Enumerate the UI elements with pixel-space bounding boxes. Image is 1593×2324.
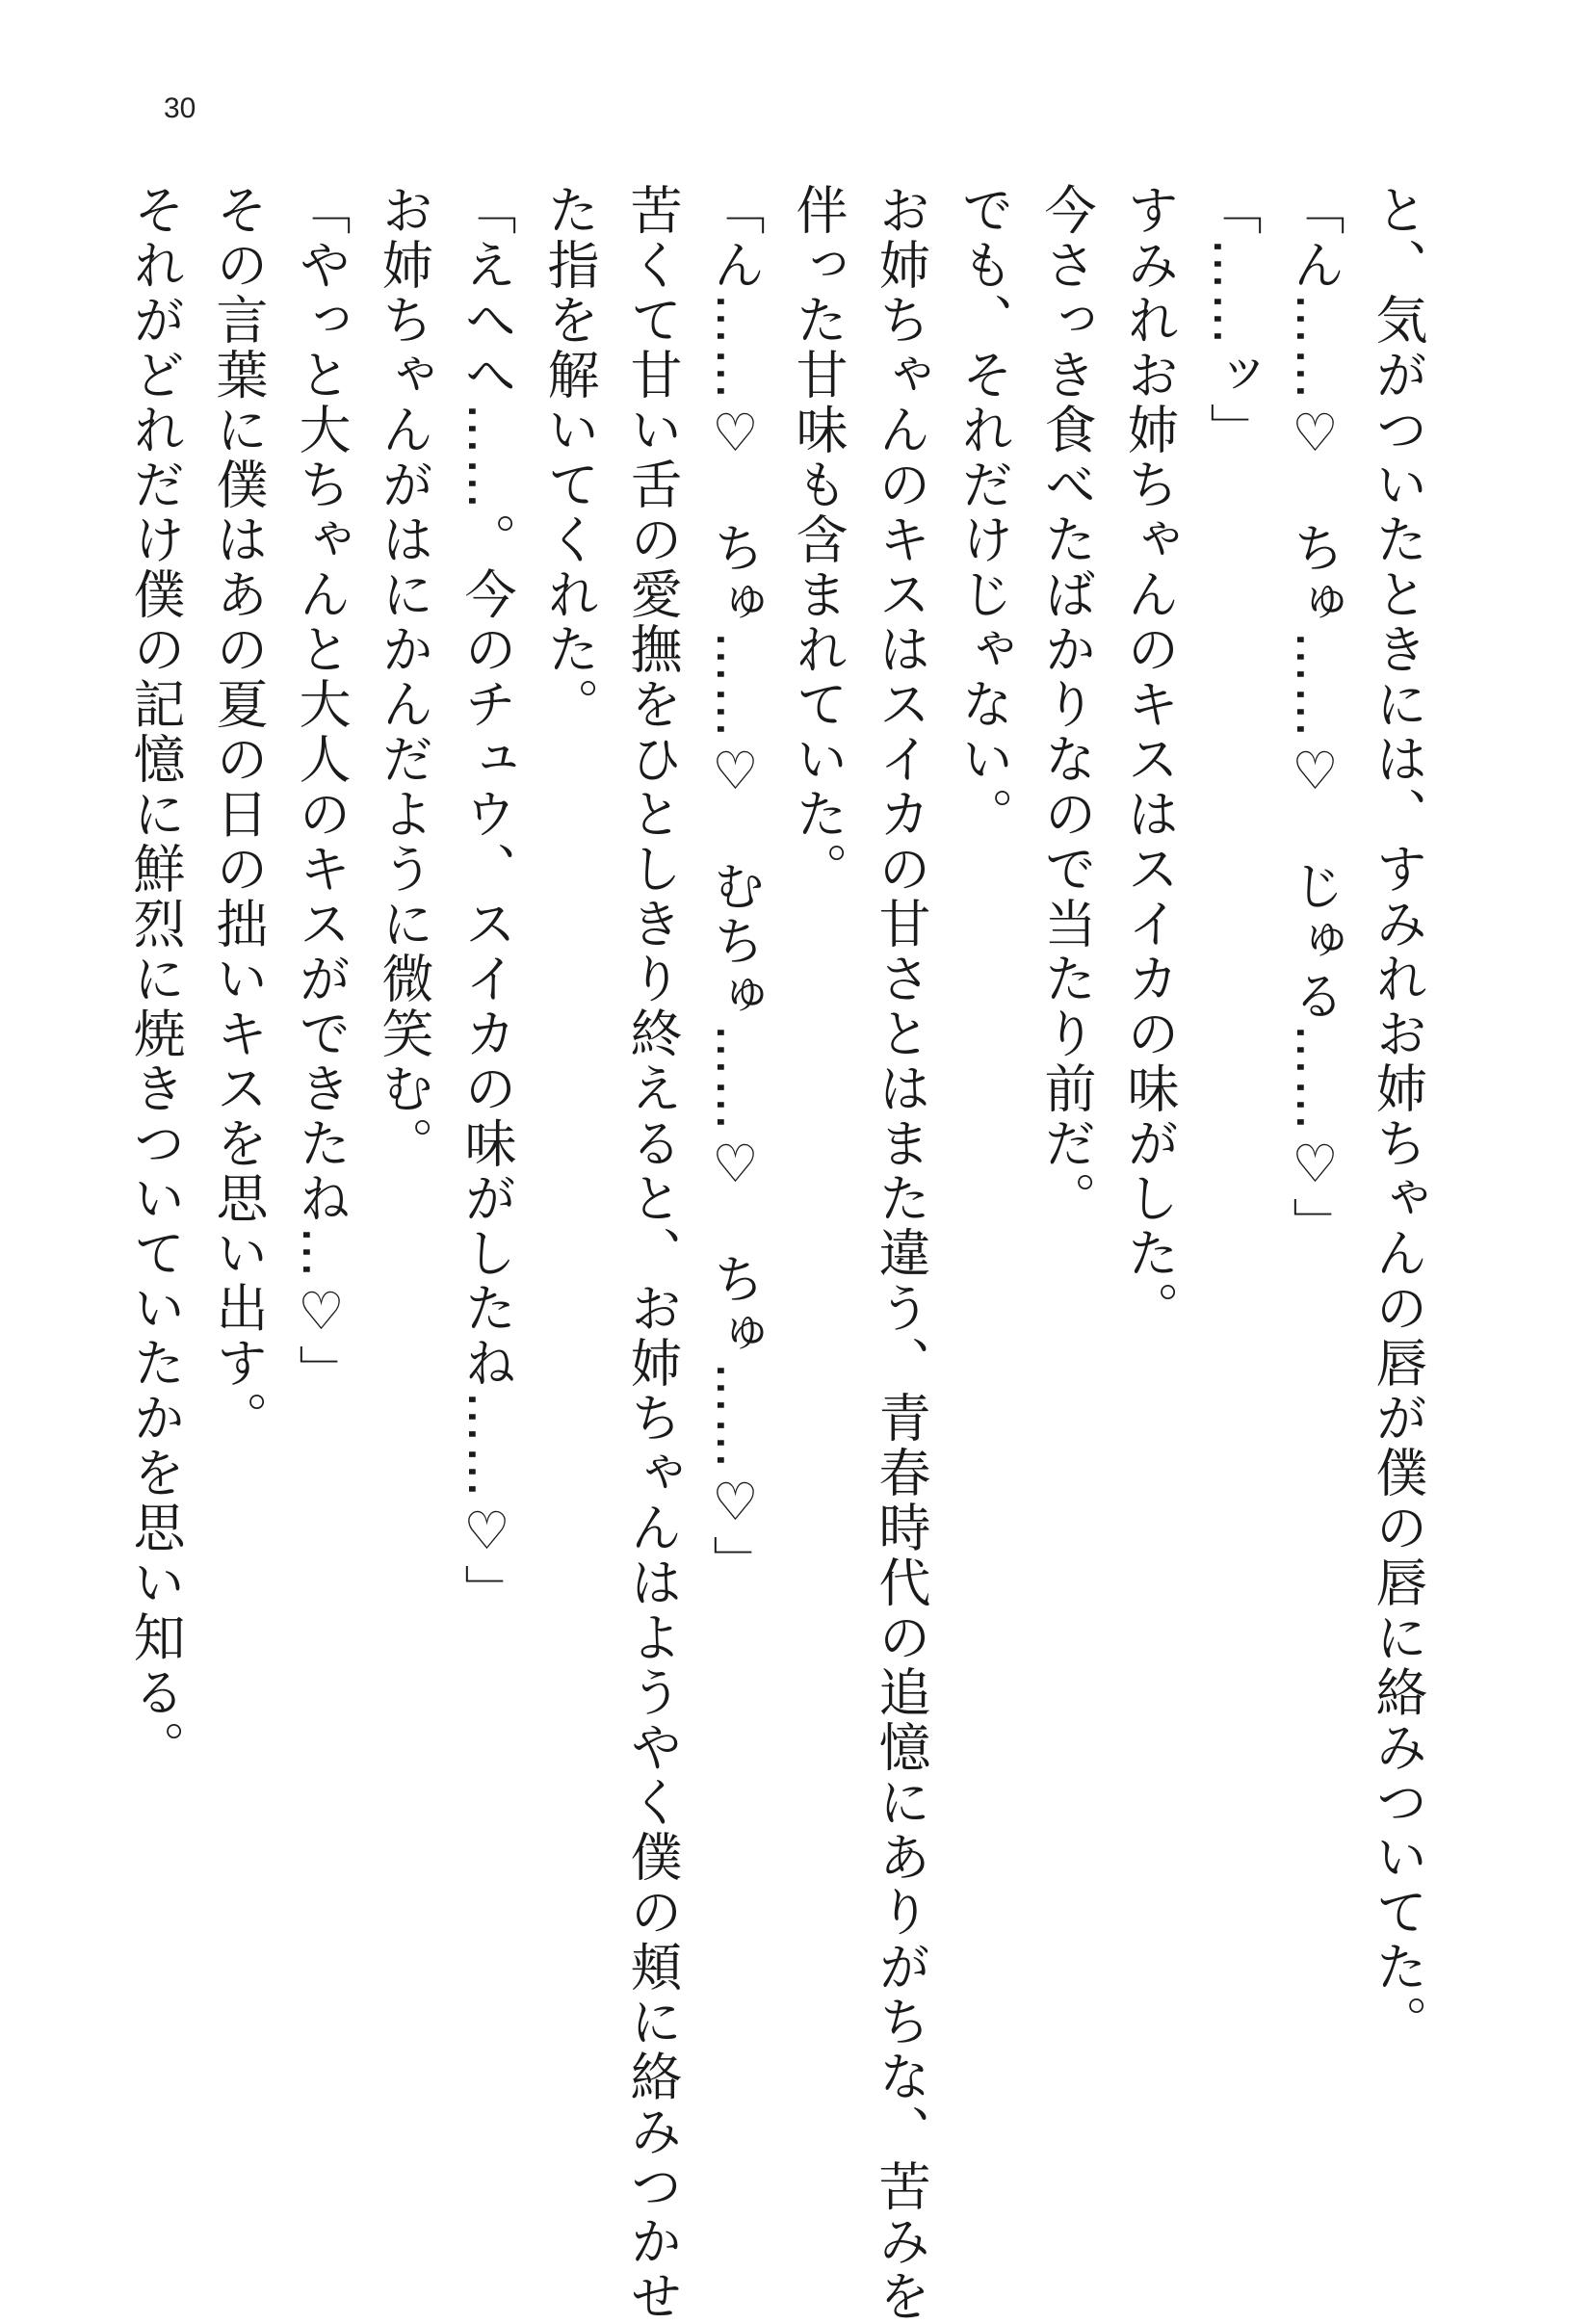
text-line-12: 「えへへ……。今のチュウ、スイカの味がしたね……♡」 (457, 183, 517, 1619)
text-line-5: 今さっき食べたばかりなので当たり前だ。 (1036, 183, 1097, 1226)
text-line-13: お姉ちゃんがはにかんだように微笑む。 (374, 183, 434, 1171)
text-line-1: と、気がついたときには、すみれお姉ちゃんの唇が僕の唇に絡みついてた。 (1368, 183, 1428, 2050)
text-line-15: その言葉に僕はあの夏の日の拙いキスを思い出す。 (208, 183, 269, 1446)
text-line-4: すみれお姉ちゃんのキスはスイカの味がした。 (1119, 183, 1180, 1336)
text-line-6: でも、それだけじゃない。 (953, 183, 1014, 842)
text-line-2: 「ん……♡ ちゅ……♡ じゅる……♡」 (1285, 183, 1345, 1252)
text-line-14: 「やっと大ちゃんと大人のキスができたね…♡」 (291, 183, 352, 1399)
text-line-8: 伴った甘味も含まれていた。 (788, 183, 849, 897)
text-line-3: 「……ッ」 (1202, 183, 1263, 457)
text-line-9: 「ん……♡ ちゅ……♡ むちゅ……♡ ちゅ……♡」 (705, 183, 766, 1590)
text-line-10: 苦くて甘い舌の愛撫をひとしきり終えると、お姉ちゃんはようやく僕の頬に絡みつかせ (622, 183, 683, 2324)
text-line-7: お姉ちゃんのキスはスイカの甘さとはまた違う、青春時代の追憶にありがちな、苦みを (871, 183, 931, 2324)
text-line-16: それがどれだけ僕の記憶に鮮烈に焼きついていたかを思い知る。 (125, 183, 186, 1775)
vertical-text-body (114, 183, 1439, 2324)
text-line-11: た指を解いてくれた。 (539, 183, 600, 732)
page-number: 30 (164, 92, 196, 124)
